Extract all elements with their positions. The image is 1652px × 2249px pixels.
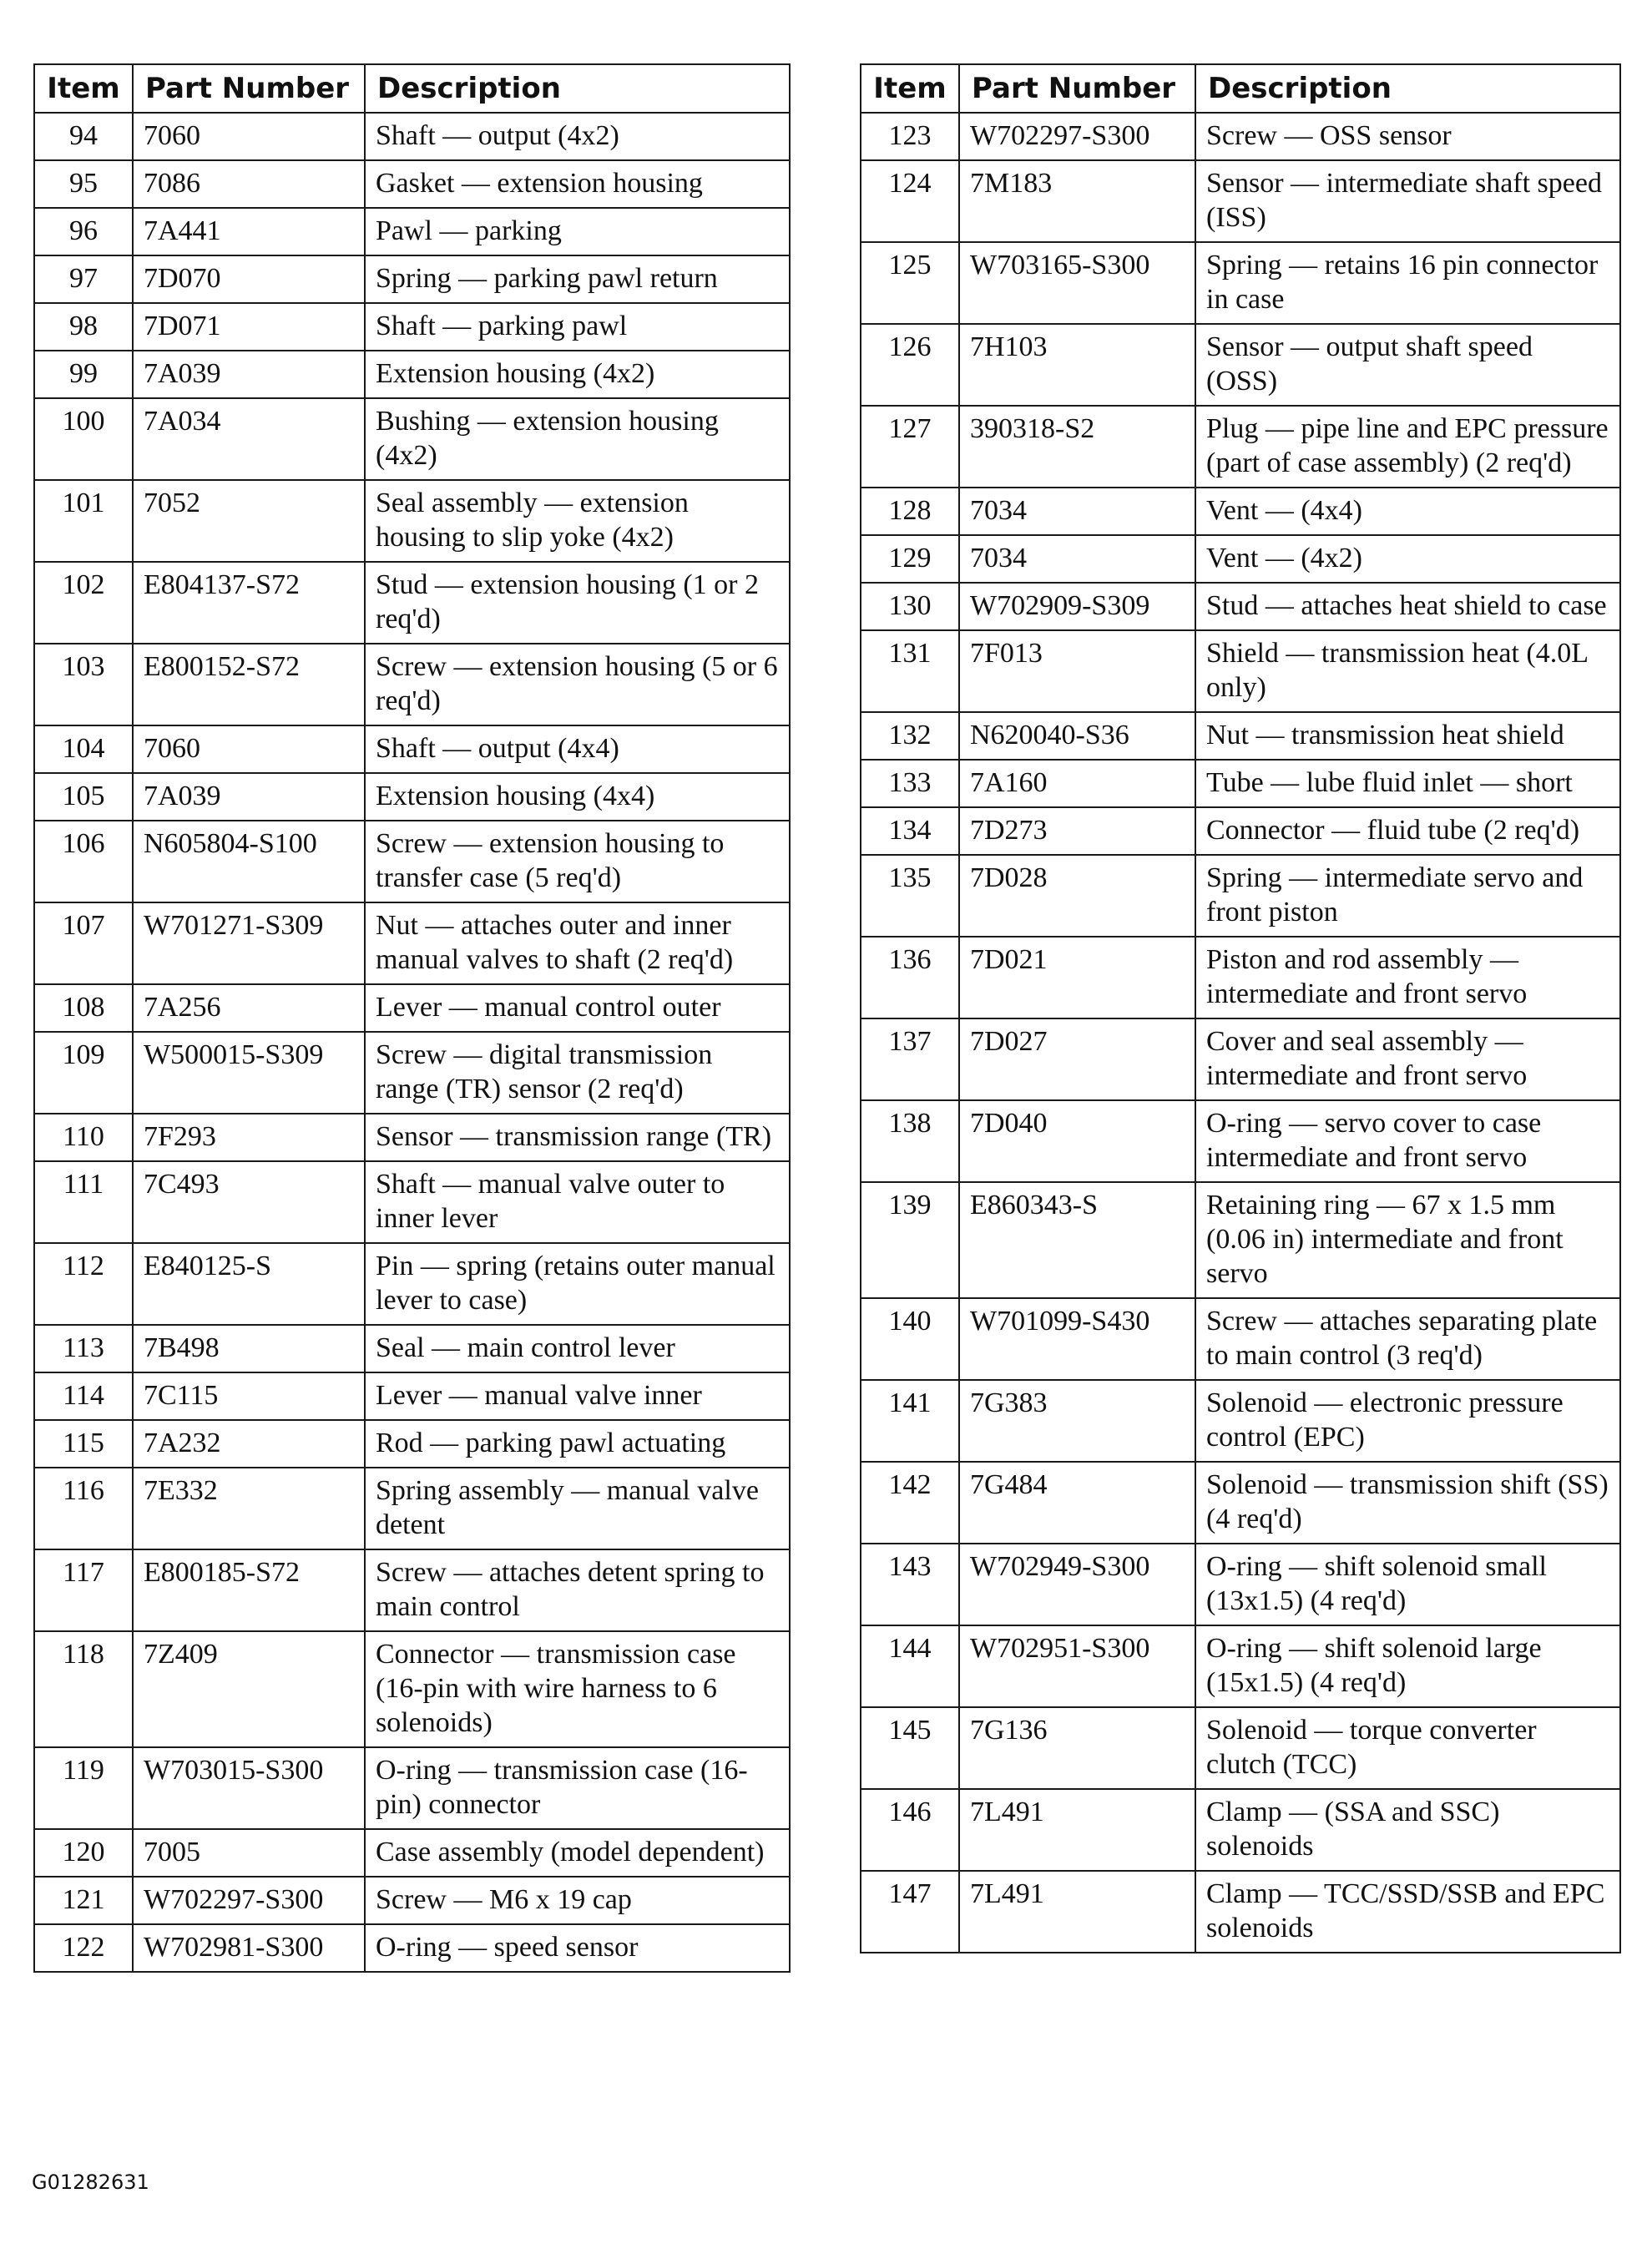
part-number: 7Z409 xyxy=(133,1631,365,1747)
item-number: 144 xyxy=(861,1625,959,1707)
part-number: 7L491 xyxy=(959,1871,1195,1953)
description: Connector — fluid tube (2 req'd) xyxy=(1195,807,1620,855)
description: Solenoid — torque converter clutch (TCC) xyxy=(1195,1707,1620,1789)
item-number: 106 xyxy=(34,821,133,902)
parts-table-right-body xyxy=(861,113,1620,1953)
part-number: 390318-S2 xyxy=(959,406,1195,488)
part-number: 7D028 xyxy=(959,855,1195,937)
description: Solenoid — electronic pressure control (EPC) xyxy=(1195,1380,1620,1462)
part-number: 7A441 xyxy=(133,208,365,255)
part-number: W500015-S309 xyxy=(133,1032,365,1114)
table-row xyxy=(861,1298,1620,1380)
item-number: 125 xyxy=(861,242,959,324)
description: O-ring — shift solenoid large (15x1.5) (4 req'd) xyxy=(1195,1625,1620,1707)
description: Screw — extension housing to transfer case (5 req'd) xyxy=(365,821,790,902)
description: Shaft — manual valve outer to inner lever xyxy=(365,1161,790,1243)
part-number: 7034 xyxy=(959,488,1195,535)
part-number: 7L491 xyxy=(959,1789,1195,1871)
table-row xyxy=(861,324,1620,406)
header-row xyxy=(34,64,790,113)
item-number: 102 xyxy=(34,562,133,644)
header-part-number: Part Number xyxy=(133,64,365,113)
description: Piston and rod assembly — intermediate and front servo xyxy=(1195,937,1620,1018)
part-number: W702951-S300 xyxy=(959,1625,1195,1707)
part-number: E800152-S72 xyxy=(133,644,365,725)
item-number: 116 xyxy=(34,1468,133,1549)
item-number: 128 xyxy=(861,488,959,535)
description: Lever — manual control outer xyxy=(365,984,790,1032)
table-row xyxy=(34,1549,790,1631)
item-number: 109 xyxy=(34,1032,133,1114)
description: Screw — attaches detent spring to main control xyxy=(365,1549,790,1631)
table-row xyxy=(34,398,790,480)
item-number: 124 xyxy=(861,160,959,242)
description: Rod — parking pawl actuating xyxy=(365,1420,790,1468)
description: Connector — transmission case (16-pin with wire harness to 6 solenoids) xyxy=(365,1631,790,1747)
table-row xyxy=(861,1789,1620,1871)
parts-table-left-body xyxy=(34,113,790,1972)
part-number: 7A160 xyxy=(959,760,1195,807)
description: Spring assembly — manual valve detent xyxy=(365,1468,790,1549)
item-number: 108 xyxy=(34,984,133,1032)
item-number: 98 xyxy=(34,303,133,351)
part-number: 7G484 xyxy=(959,1462,1195,1544)
item-number: 129 xyxy=(861,535,959,583)
header-item: Item xyxy=(861,64,959,113)
header-description: Description xyxy=(1195,64,1620,113)
item-number: 136 xyxy=(861,937,959,1018)
description: Plug — pipe line and EPC pressure (part of case assembly) (2 req'd) xyxy=(1195,406,1620,488)
description: Screw — OSS sensor xyxy=(1195,113,1620,160)
item-number: 103 xyxy=(34,644,133,725)
table-row xyxy=(34,1420,790,1468)
description: Shaft — output (4x4) xyxy=(365,725,790,773)
part-number: E800185-S72 xyxy=(133,1549,365,1631)
header-part-number: Part Number xyxy=(959,64,1195,113)
item-number: 95 xyxy=(34,160,133,208)
part-number: W703165-S300 xyxy=(959,242,1195,324)
table-row xyxy=(861,160,1620,242)
table-row xyxy=(861,1871,1620,1953)
table-row xyxy=(34,113,790,160)
description: Vent — (4x4) xyxy=(1195,488,1620,535)
description: Cover and seal assembly — intermediate and front servo xyxy=(1195,1018,1620,1100)
description: Pawl — parking xyxy=(365,208,790,255)
table-row xyxy=(34,208,790,255)
description: Screw — attaches separating plate to main control (3 req'd) xyxy=(1195,1298,1620,1380)
item-number: 105 xyxy=(34,773,133,821)
table-row xyxy=(861,712,1620,760)
description: Bushing — extension housing (4x2) xyxy=(365,398,790,480)
part-number: 7M183 xyxy=(959,160,1195,242)
table-row xyxy=(34,1877,790,1924)
description: Spring — intermediate servo and front piston xyxy=(1195,855,1620,937)
part-number: 7D070 xyxy=(133,255,365,303)
part-number: 7G383 xyxy=(959,1380,1195,1462)
description: Solenoid — transmission shift (SS) (4 req'd) xyxy=(1195,1462,1620,1544)
table-row xyxy=(861,488,1620,535)
parts-table-left xyxy=(33,63,791,1973)
item-number: 111 xyxy=(34,1161,133,1243)
part-number: 7A039 xyxy=(133,773,365,821)
table-row xyxy=(861,630,1620,712)
description: Screw — extension housing (5 or 6 req'd) xyxy=(365,644,790,725)
table-row xyxy=(861,583,1620,630)
table-row xyxy=(34,1114,790,1161)
item-number: 101 xyxy=(34,480,133,562)
item-number: 133 xyxy=(861,760,959,807)
header-row xyxy=(861,64,1620,113)
table-row xyxy=(861,937,1620,1018)
description: O-ring — transmission case (16-pin) connector xyxy=(365,1747,790,1829)
description: Gasket — extension housing xyxy=(365,160,790,208)
part-number: W702949-S300 xyxy=(959,1544,1195,1625)
part-number: W702981-S300 xyxy=(133,1924,365,1972)
part-number: W702297-S300 xyxy=(133,1877,365,1924)
table-row xyxy=(34,1325,790,1372)
parts-table-right xyxy=(860,63,1621,1953)
item-number: 94 xyxy=(34,113,133,160)
part-number: 7034 xyxy=(959,535,1195,583)
part-number: 7086 xyxy=(133,160,365,208)
description: Sensor — output shaft speed (OSS) xyxy=(1195,324,1620,406)
part-number: 7A232 xyxy=(133,1420,365,1468)
description: Sensor — transmission range (TR) xyxy=(365,1114,790,1161)
part-number: N605804-S100 xyxy=(133,821,365,902)
item-number: 117 xyxy=(34,1549,133,1631)
item-number: 96 xyxy=(34,208,133,255)
part-number: 7A039 xyxy=(133,351,365,398)
description: Nut — transmission heat shield xyxy=(1195,712,1620,760)
table-row xyxy=(34,644,790,725)
table-row xyxy=(34,1468,790,1549)
part-number: 7060 xyxy=(133,725,365,773)
part-number: W701099-S430 xyxy=(959,1298,1195,1380)
description: Nut — attaches outer and inner manual valves to shaft (2 req'd) xyxy=(365,902,790,984)
part-number: 7C115 xyxy=(133,1372,365,1420)
item-number: 126 xyxy=(861,324,959,406)
description: O-ring — servo cover to case intermediate and front servo xyxy=(1195,1100,1620,1182)
part-number: 7D027 xyxy=(959,1018,1195,1100)
item-number: 135 xyxy=(861,855,959,937)
item-number: 140 xyxy=(861,1298,959,1380)
part-number: 7D273 xyxy=(959,807,1195,855)
item-number: 123 xyxy=(861,113,959,160)
table-row xyxy=(861,1182,1620,1298)
part-number: 7D021 xyxy=(959,937,1195,1018)
part-number: 7F293 xyxy=(133,1114,365,1161)
part-number: 7052 xyxy=(133,480,365,562)
item-number: 97 xyxy=(34,255,133,303)
header-item: Item xyxy=(34,64,133,113)
table-row xyxy=(861,855,1620,937)
table-row xyxy=(861,1707,1620,1789)
part-number: W701271-S309 xyxy=(133,902,365,984)
item-number: 146 xyxy=(861,1789,959,1871)
item-number: 121 xyxy=(34,1877,133,1924)
part-number: 7A034 xyxy=(133,398,365,480)
header-description: Description xyxy=(365,64,790,113)
part-number: N620040-S36 xyxy=(959,712,1195,760)
description: Extension housing (4x2) xyxy=(365,351,790,398)
part-number: 7C493 xyxy=(133,1161,365,1243)
item-number: 134 xyxy=(861,807,959,855)
item-number: 110 xyxy=(34,1114,133,1161)
item-number: 127 xyxy=(861,406,959,488)
item-number: 112 xyxy=(34,1243,133,1325)
description: Extension housing (4x4) xyxy=(365,773,790,821)
description: Stud — attaches heat shield to case xyxy=(1195,583,1620,630)
item-number: 119 xyxy=(34,1747,133,1829)
part-number: 7E332 xyxy=(133,1468,365,1549)
table-row xyxy=(34,821,790,902)
part-number: W702909-S309 xyxy=(959,583,1195,630)
item-number: 131 xyxy=(861,630,959,712)
part-number: 7D071 xyxy=(133,303,365,351)
item-number: 147 xyxy=(861,1871,959,1953)
item-number: 122 xyxy=(34,1924,133,1972)
item-number: 137 xyxy=(861,1018,959,1100)
item-number: 132 xyxy=(861,712,959,760)
item-number: 113 xyxy=(34,1325,133,1372)
table-row xyxy=(861,1625,1620,1707)
description: Clamp — TCC/SSD/SSB and EPC solenoids xyxy=(1195,1871,1620,1953)
description: O-ring — speed sensor xyxy=(365,1924,790,1972)
description: Tube — lube fluid inlet — short xyxy=(1195,760,1620,807)
description: Seal — main control lever xyxy=(365,1325,790,1372)
item-number: 99 xyxy=(34,351,133,398)
part-number: 7F013 xyxy=(959,630,1195,712)
table-row xyxy=(34,303,790,351)
table-row xyxy=(34,1372,790,1420)
item-number: 107 xyxy=(34,902,133,984)
item-number: 138 xyxy=(861,1100,959,1182)
part-number: 7005 xyxy=(133,1829,365,1877)
figure-code: G01282631 xyxy=(32,2171,149,2194)
item-number: 143 xyxy=(861,1544,959,1625)
part-number: E804137-S72 xyxy=(133,562,365,644)
table-row xyxy=(34,984,790,1032)
table-row xyxy=(34,1161,790,1243)
table-row xyxy=(34,1747,790,1829)
table-row xyxy=(861,807,1620,855)
part-number: 7G136 xyxy=(959,1707,1195,1789)
part-number: 7A256 xyxy=(133,984,365,1032)
table-row xyxy=(34,351,790,398)
description: Sensor — intermediate shaft speed (ISS) xyxy=(1195,160,1620,242)
description: Pin — spring (retains outer manual lever to case) xyxy=(365,1243,790,1325)
table-row xyxy=(861,1100,1620,1182)
item-number: 139 xyxy=(861,1182,959,1298)
item-number: 115 xyxy=(34,1420,133,1468)
description: Screw — digital transmission range (TR) sensor (2 req'd) xyxy=(365,1032,790,1114)
part-number: 7B498 xyxy=(133,1325,365,1372)
table-row xyxy=(34,160,790,208)
table-row xyxy=(34,1243,790,1325)
item-number: 145 xyxy=(861,1707,959,1789)
description: Retaining ring — 67 x 1.5 mm (0.06 in) intermediate and front servo xyxy=(1195,1182,1620,1298)
table-row xyxy=(861,535,1620,583)
description: Shaft — parking pawl xyxy=(365,303,790,351)
description: Shield — transmission heat (4.0L only) xyxy=(1195,630,1620,712)
table-row xyxy=(861,113,1620,160)
table-row xyxy=(34,902,790,984)
item-number: 104 xyxy=(34,725,133,773)
table-row xyxy=(861,760,1620,807)
description: O-ring — shift solenoid small (13x1.5) (4 req'd) xyxy=(1195,1544,1620,1625)
part-number: 7D040 xyxy=(959,1100,1195,1182)
table-row xyxy=(34,1924,790,1972)
table-row xyxy=(861,242,1620,324)
description: Lever — manual valve inner xyxy=(365,1372,790,1420)
table-row xyxy=(861,1018,1620,1100)
description: Stud — extension housing (1 or 2 req'd) xyxy=(365,562,790,644)
table-row xyxy=(34,1032,790,1114)
description: Seal assembly — extension housing to slip yoke (4x2) xyxy=(365,480,790,562)
description: Screw — M6 x 19 cap xyxy=(365,1877,790,1924)
table-row xyxy=(861,1380,1620,1462)
table-row xyxy=(34,562,790,644)
description: Clamp — (SSA and SSC) solenoids xyxy=(1195,1789,1620,1871)
description: Spring — parking pawl return xyxy=(365,255,790,303)
table-row xyxy=(861,1544,1620,1625)
table-row xyxy=(34,1829,790,1877)
table-row xyxy=(861,406,1620,488)
description: Vent — (4x2) xyxy=(1195,535,1620,583)
description: Case assembly (model dependent) xyxy=(365,1829,790,1877)
table-row xyxy=(861,1462,1620,1544)
table-row xyxy=(34,1631,790,1747)
part-number: W703015-S300 xyxy=(133,1747,365,1829)
part-number: 7H103 xyxy=(959,324,1195,406)
table-row xyxy=(34,725,790,773)
part-number: 7060 xyxy=(133,113,365,160)
part-number: W702297-S300 xyxy=(959,113,1195,160)
item-number: 141 xyxy=(861,1380,959,1462)
item-number: 114 xyxy=(34,1372,133,1420)
part-number: E840125-S xyxy=(133,1243,365,1325)
table-row xyxy=(34,480,790,562)
item-number: 100 xyxy=(34,398,133,480)
item-number: 130 xyxy=(861,583,959,630)
table-row xyxy=(34,255,790,303)
item-number: 118 xyxy=(34,1631,133,1747)
table-row xyxy=(34,773,790,821)
item-number: 142 xyxy=(861,1462,959,1544)
part-number: E860343-S xyxy=(959,1182,1195,1298)
description: Shaft — output (4x2) xyxy=(365,113,790,160)
description: Spring — retains 16 pin connector in case xyxy=(1195,242,1620,324)
item-number: 120 xyxy=(34,1829,133,1877)
